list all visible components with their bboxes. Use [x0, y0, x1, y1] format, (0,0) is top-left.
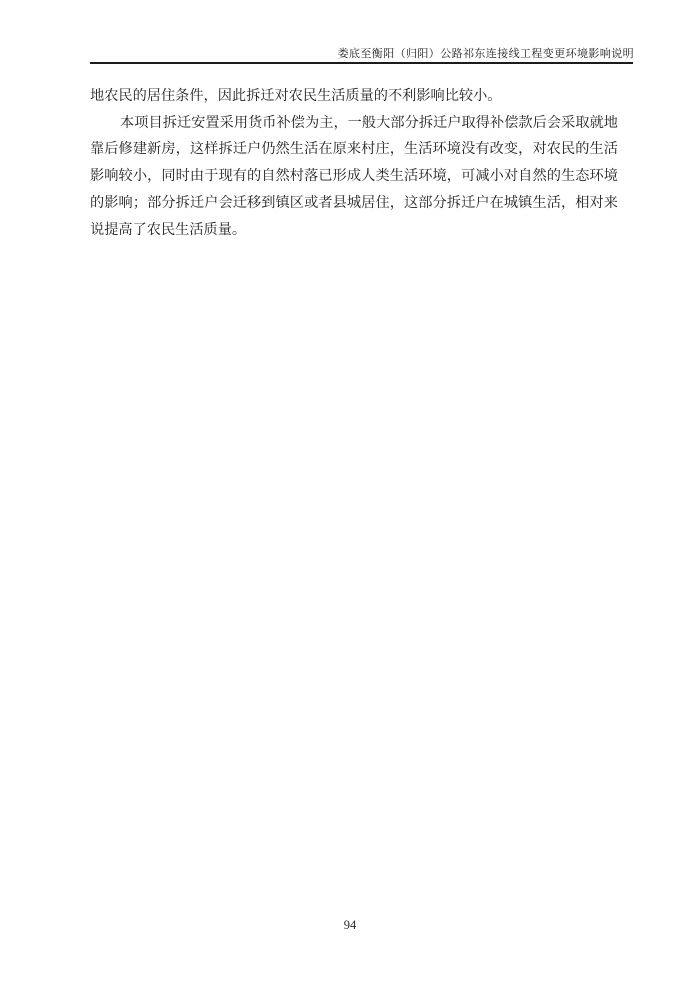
page-number: 94: [343, 918, 357, 932]
page-footer: [0, 918, 700, 933]
header-rule: [90, 62, 633, 64]
header-title: 娄底至衡阳（归阳）公路祁东连接线工程变更环境影响说明: [337, 48, 634, 60]
paragraph-1-line-1: 地农民的居住条件，因此拆迁对农民生活质量的不利影响比较小。: [90, 88, 502, 104]
document-body: [90, 83, 618, 243]
paragraph-2-line-5: 说提高了农民生活质量。: [90, 221, 247, 238]
paragraph-2-line-4: 的影响；部分拆迁户会迁移到镇区或者县城居住，这部分拆迁户在城镇生活，相对来: [90, 194, 618, 211]
paragraph-2-line-3: 影响较小，同时由于现有的自然村落已形成人类生活环境，可减小对自然的生态环境: [90, 168, 618, 185]
paragraph-2-line-1: 本项目拆迁安置采用货币补偿为主，一般大部分拆迁户取得补偿款后会采取就地: [120, 114, 618, 131]
paragraph-2-line-2: 靠后修建新房，这样拆迁户仍然生活在原来村庄，生活环境没有改变，对农民的生活: [90, 141, 618, 158]
